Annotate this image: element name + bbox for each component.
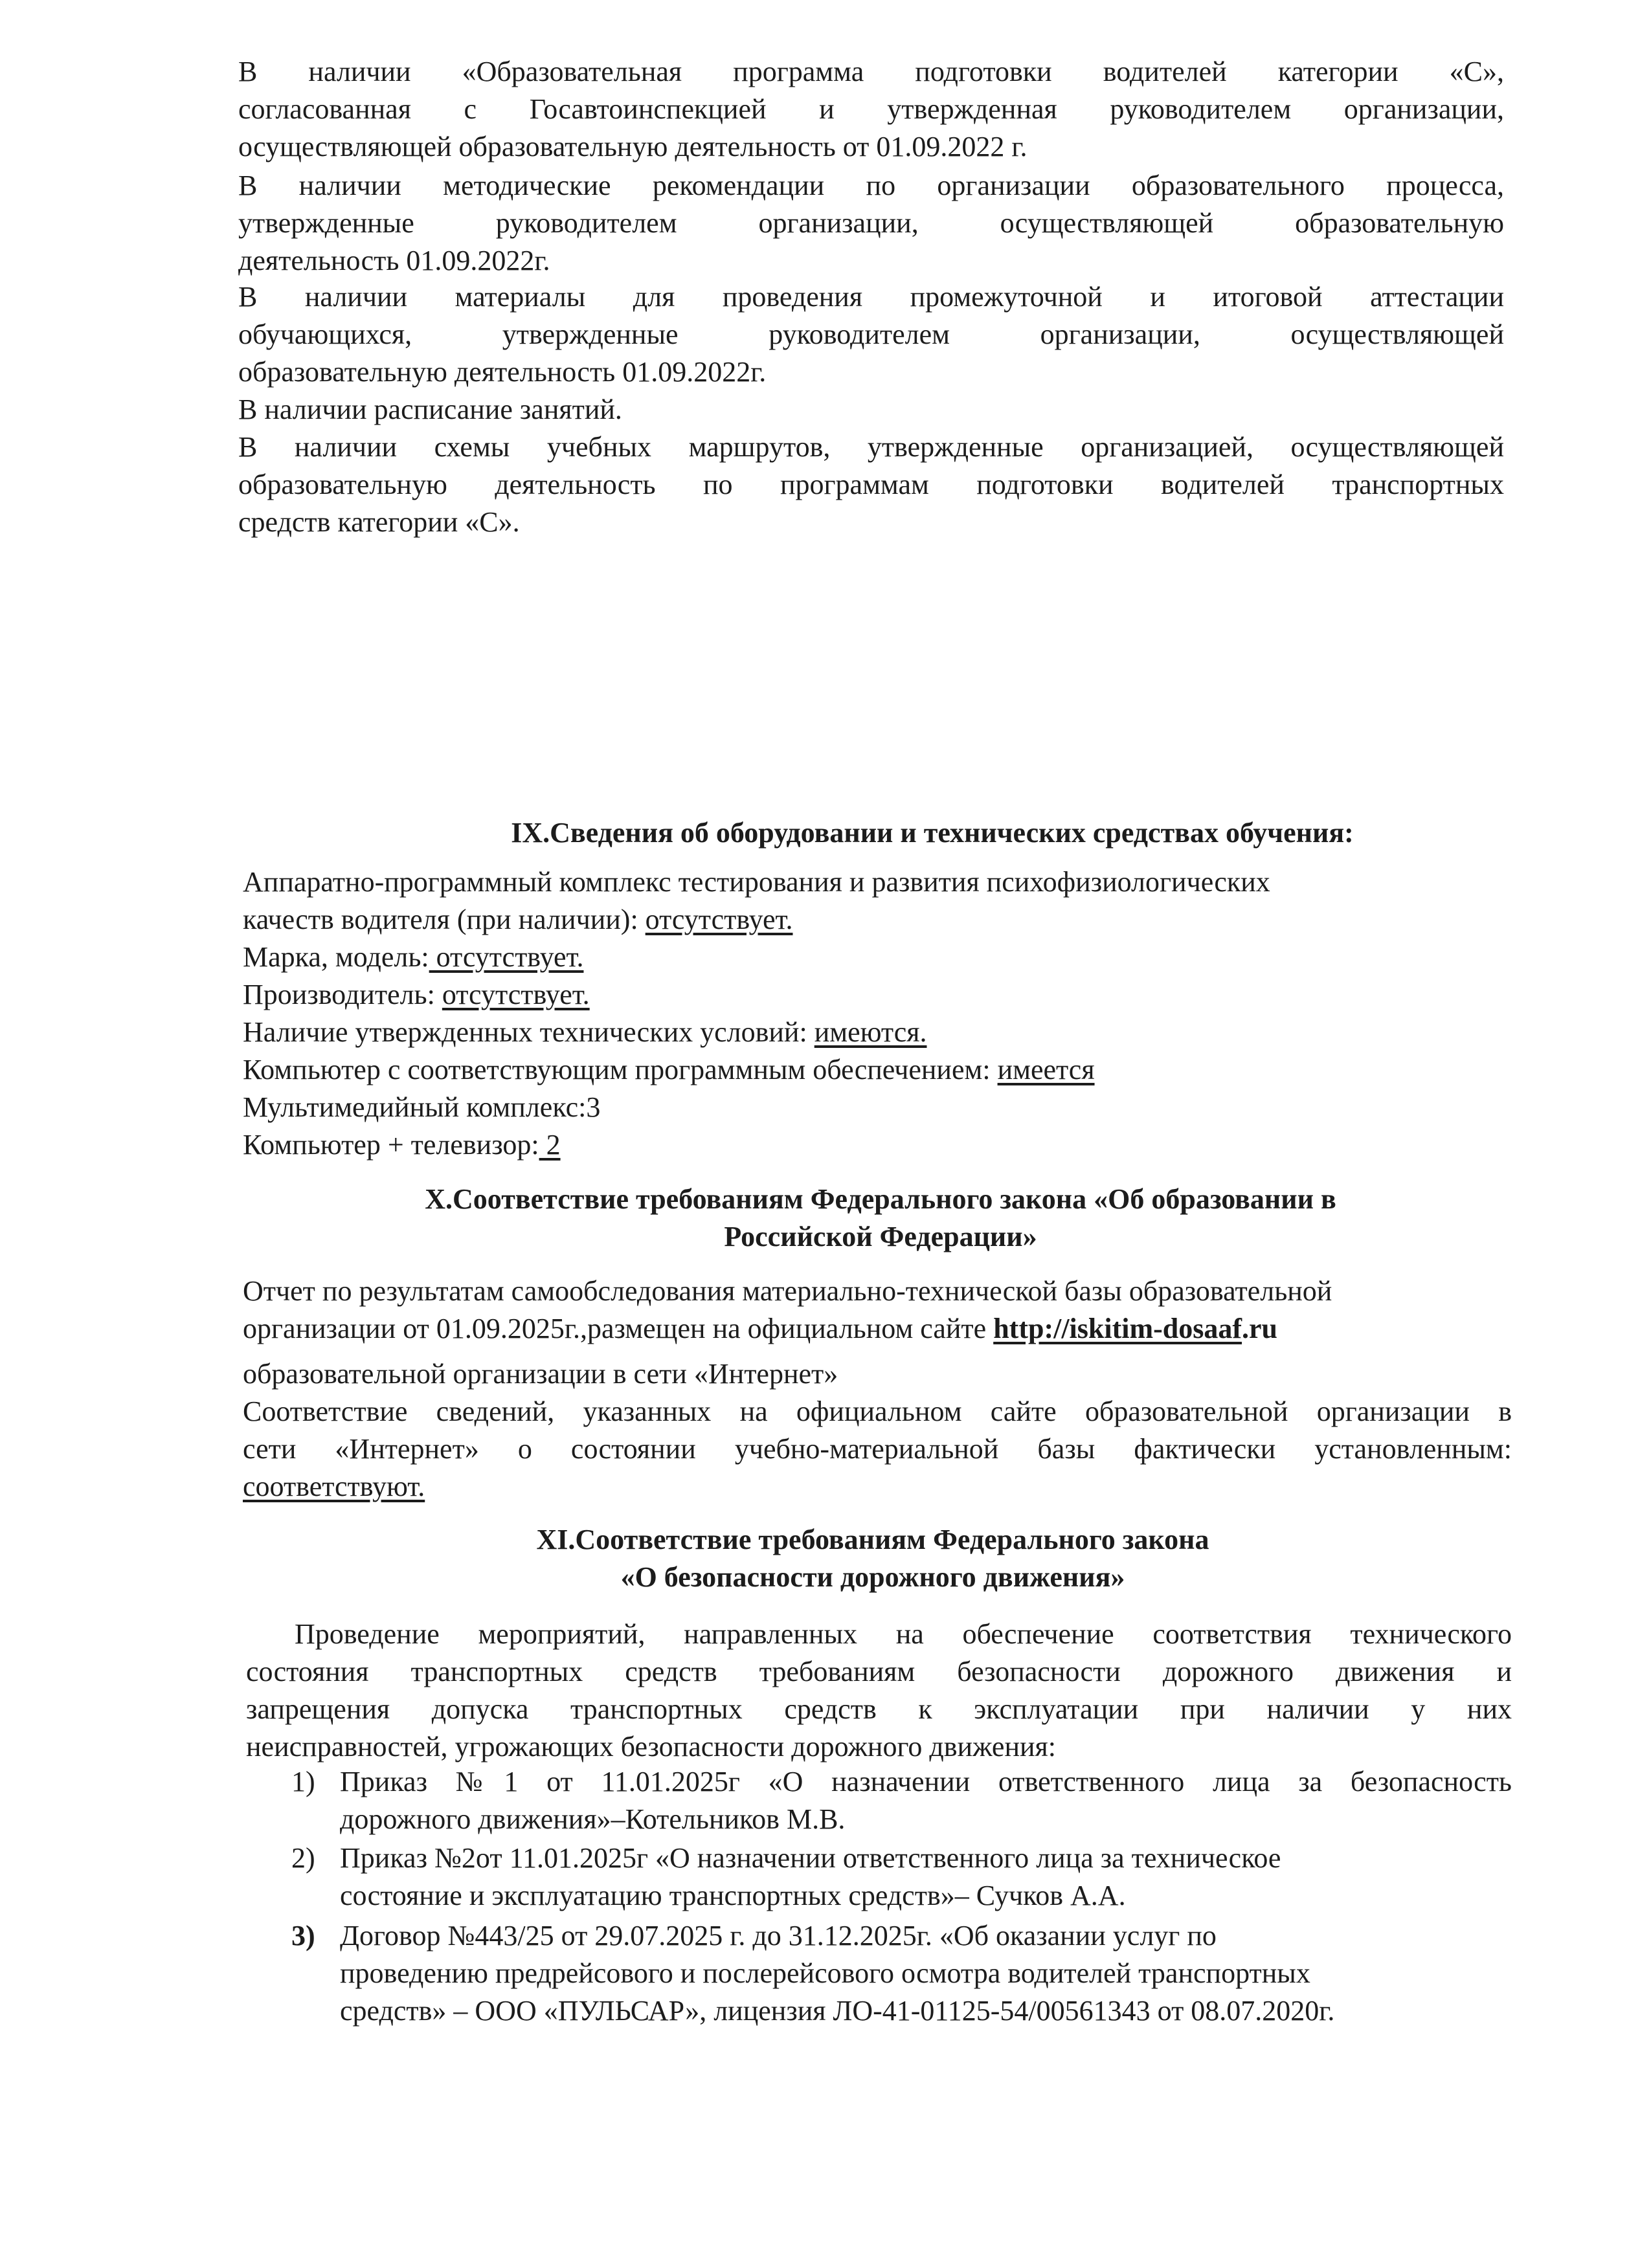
section-11-heading-line-2: «О безопасности дорожного движения» bbox=[620, 1561, 1125, 1593]
section-11-intro-line-3: запрещения допуска транспортных средств к эксплуатации при наличии у них bbox=[246, 1693, 1512, 1725]
paragraph-3-line-1: В наличии материалы для проведения промежуточной и итоговой аттестации bbox=[238, 281, 1504, 313]
paragraph-1-line-2: согласованная с Госавтоинспекцией и утвержденная руководителем организации, bbox=[238, 93, 1504, 125]
section-9-line-5 bbox=[243, 1014, 1512, 1051]
paragraph-5-line-1: В наличии схемы учебных маршрутов, утвержденные организацией, осуществляющей bbox=[238, 431, 1504, 463]
list-item-3-number: 3) bbox=[291, 1920, 315, 1951]
paragraph-3-line-3: образовательную деятельность 01.09.2022г. bbox=[238, 356, 767, 388]
list-item-1-number: 1) bbox=[291, 1766, 315, 1797]
label: Марка, модель: bbox=[243, 941, 429, 973]
website-link-suffix: .ru bbox=[1242, 1313, 1278, 1344]
paragraph-5-line-2: образовательную деятельность по программам подготовки водителей транспортных bbox=[238, 469, 1504, 500]
section-10-heading-line-1: X.Соответствие требованиям Федерального закона «Об образовании в bbox=[425, 1183, 1336, 1215]
label: Компьютер + телевизор: bbox=[243, 1129, 539, 1161]
paragraph-2-line-3: деятельность 01.09.2022г. bbox=[238, 245, 550, 276]
value-underlined: имеются. bbox=[814, 1016, 927, 1048]
paragraph-4-line-1: В наличии расписание занятий. bbox=[238, 394, 622, 425]
list-item-1-line-2: дорожного движения»–Котельников М.В. bbox=[340, 1803, 846, 1835]
list-item-3-line-3: средств» – ООО «ПУЛЬСАР», лицензия ЛО-41-01125-54/00561343 от 08.07.2020г. bbox=[340, 1995, 1335, 2027]
label: организации от 01.09.2025г.,размещен на официальном сайте bbox=[243, 1313, 994, 1344]
value-underlined: отсутствует. bbox=[645, 904, 793, 935]
section-10-line-4: Соответствие сведений, указанных на официальном сайте образовательной организации в bbox=[243, 1395, 1512, 1427]
section-10-line-6 bbox=[243, 1468, 1512, 1506]
paragraph-3-line-2: обучающихся, утвержденные руководителем организации, осуществляющей bbox=[238, 318, 1504, 350]
section-10-heading-line-2: Российской Федерации» bbox=[724, 1221, 1037, 1252]
section-9-line-6 bbox=[243, 1051, 1512, 1089]
section-11-intro-line-1: Проведение мероприятий, направленных на обеспечение соответствия технического bbox=[295, 1618, 1512, 1650]
paragraph-5-line-3: средств категории «С». bbox=[238, 506, 520, 538]
list-item-2-number: 2) bbox=[291, 1842, 315, 1874]
section-9-line-2 bbox=[243, 901, 1512, 939]
value-underlined: имеется bbox=[997, 1054, 1095, 1085]
website-link[interactable]: http://iskitim-dosaaf bbox=[993, 1313, 1242, 1344]
label: качеств водителя (при наличии): bbox=[243, 904, 646, 935]
list-item-3-line-1: Договор №443/25 от 29.07.2025 г. до 31.12.2025г. «Об оказании услуг по bbox=[340, 1920, 1217, 1951]
list-item-2-line-2: состояние и эксплуатацию транспортных средств»– Сучков А.А. bbox=[340, 1880, 1126, 1911]
section-9-line-8 bbox=[243, 1126, 1512, 1164]
section-9-line-7: Мультимедийный комплекс:3 bbox=[243, 1091, 601, 1123]
value-underlined: соответствуют. bbox=[243, 1471, 425, 1502]
list-item-1-line-1: Приказ №1 от 11.01.2025г «О назначении ответственного лица за безопасность bbox=[340, 1766, 1512, 1797]
list-item-3-line-2: проведению предрейсового и послерейсового осмотра водителей транспортных bbox=[340, 1957, 1310, 1989]
paragraph-1-line-3: осуществляющей образовательную деятельность от 01.09.2022 г. bbox=[238, 131, 1028, 162]
value-underlined: отсутствует. bbox=[429, 941, 584, 973]
label: Компьютер с соответствующим программным обеспечением: bbox=[243, 1054, 998, 1085]
paragraph-2-line-2: утвержденные руководителем организации, осуществляющей образовательную bbox=[238, 207, 1504, 239]
section-11-heading-line-1: XI.Соответствие требованиям Федерального закона bbox=[536, 1524, 1209, 1555]
section-11-intro-line-4: неисправностей, угрожающих безопасности дорожного движения: bbox=[246, 1731, 1057, 1762]
section-11-intro-line-2: состояния транспортных средств требованиям безопасности дорожного движения и bbox=[246, 1656, 1512, 1687]
section-10-line-5: сети «Интернет» о состоянии учебно-материальной базы фактически установленным: bbox=[243, 1433, 1512, 1465]
section-9-line-3 bbox=[243, 939, 1512, 976]
paragraph-2-line-1: В наличии методические рекомендации по организации образовательного процесса, bbox=[238, 170, 1504, 201]
section-10-line-3: образовательной организации в сети «Интернет» bbox=[243, 1358, 838, 1390]
list-item-2-line-1: Приказ №2от 11.01.2025г «О назначении ответственного лица за техническое bbox=[340, 1842, 1281, 1874]
section-10-line-2 bbox=[243, 1310, 1512, 1348]
section-9-heading: IX.Сведения об оборудовании и технических средствах обучения: bbox=[511, 817, 1354, 849]
section-9-line-1: Аппаратно-программный комплекс тестирования и развития психофизиологических bbox=[243, 866, 1270, 898]
label: Производитель: bbox=[243, 979, 442, 1010]
value-underlined: отсутствует. bbox=[442, 979, 590, 1010]
section-10-line-1: Отчет по результатам самообследования материально-технической базы образовательной bbox=[243, 1275, 1332, 1307]
section-9-line-4 bbox=[243, 976, 1512, 1014]
paragraph-1-line-1: В наличии «Образовательная программа подготовки водителей категории «С», bbox=[238, 56, 1504, 87]
value-underlined: 2 bbox=[539, 1129, 561, 1161]
label: Наличие утвержденных технических условий: bbox=[243, 1016, 814, 1048]
